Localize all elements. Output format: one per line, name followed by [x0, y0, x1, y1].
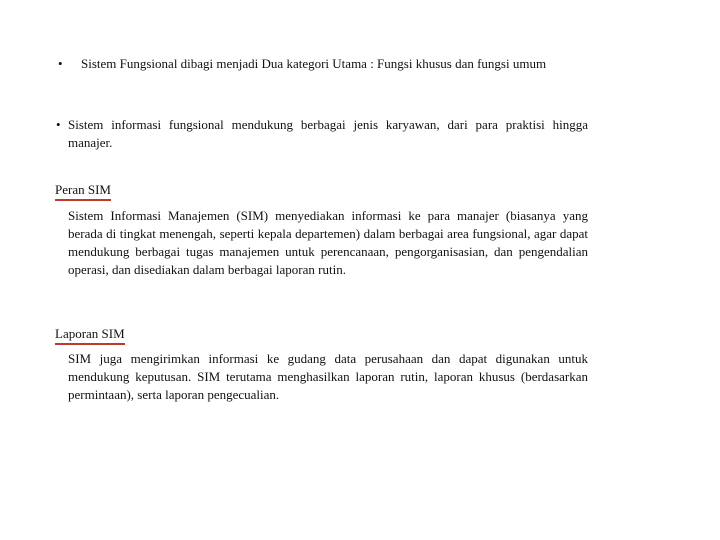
- section-heading-laporan-sim: Laporan SIM: [55, 325, 125, 345]
- section-body-peran-sim: Sistem Informasi Manajemen (SIM) menyediakan informasi ke para manajer (biasanya yang berada di tingkat menengah, seperti kepala departemen) dalam berbagai area fungsional, agar dapat mendukung berbagai tugas manajemen untuk perencanaan, pengorganisasian, dan pengendalian operasi, dan disediakan dalam berbagai laporan rutin.: [68, 208, 588, 277]
- bullet-text-sistem-informasi: Sistem informasi fungsional mendukung berbagai jenis karyawan, dari para praktisi hingga manajer.: [68, 117, 588, 150]
- bullet-text-sistem-fungsional: Sistem Fungsional dibagi menjadi Dua kategori Utama : Fungsi khusus dan fungsi umum: [81, 56, 547, 71]
- section-heading-peran-sim: Peran SIM: [55, 181, 111, 201]
- bullet-marker: •: [56, 117, 61, 132]
- section-body-laporan-sim: SIM juga mengirimkan informasi ke gudang data perusahaan dan dapat digunakan untuk mendukung keputusan. SIM terutama menghasilkan laporan rutin, laporan khusus (berdasarkan permintaan), serta laporan pengecualian.: [68, 351, 588, 402]
- bullet-marker: •: [58, 56, 63, 71]
